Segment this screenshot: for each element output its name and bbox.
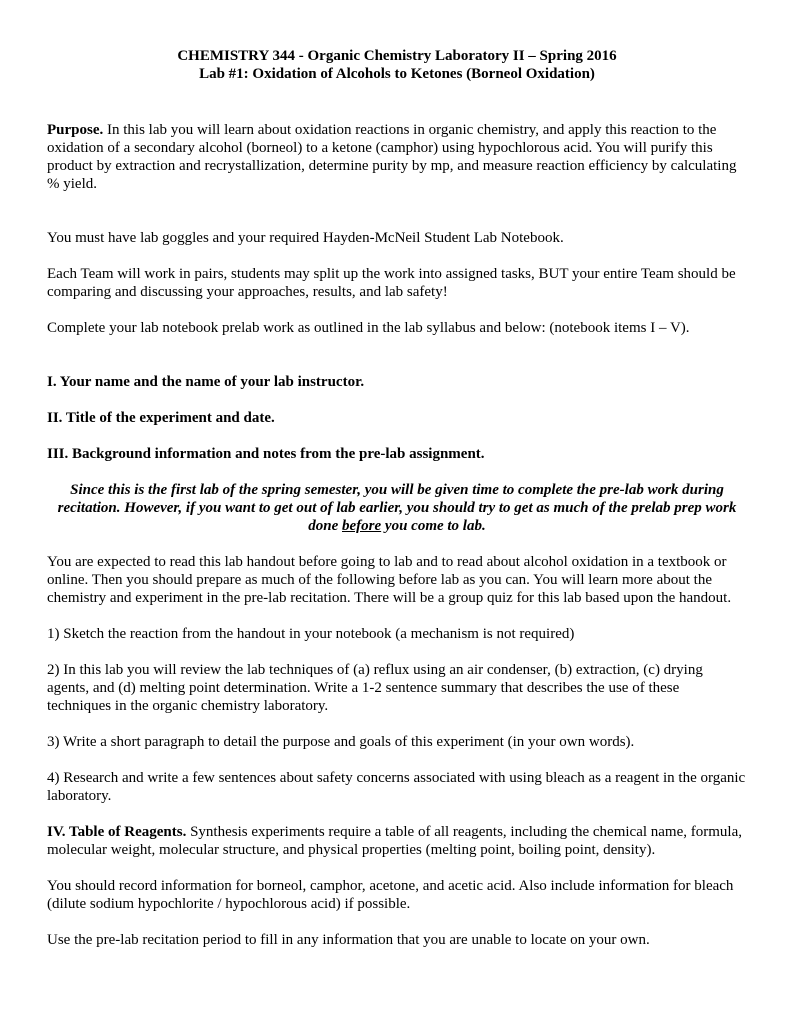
recitation-paragraph: Use the pre-lab recitation period to fill in any information that you are unable to locate on your own. [47, 932, 650, 948]
expected-paragraph: You are expected to read this lab handout before going to lab and to read about alcohol oxidation in a textbook or online. Then you should prepare as much of the following before lab as you can. You will learn more about the chemistry and experiment in the pre-lab recitation. There will be a group quiz for this lab based upon the handout. [47, 554, 732, 606]
lab-title: Lab #1: Oxidation of Alcohols to Ketones (Borneol Oxidation) [199, 66, 595, 82]
item-4-paragraph [47, 823, 747, 859]
goggles-paragraph: You must have lab goggles and your required Hayden-McNeil Student Lab Notebook. [47, 230, 564, 246]
question-1: 1) Sketch the reaction from the handout in your notebook (a mechanism is not required) [47, 626, 575, 642]
question-3: 3) Write a short paragraph to detail the purpose and goals of this experiment (in your own words). [47, 734, 635, 750]
purpose-label: Purpose. [47, 122, 104, 138]
item-4-heading: IV. Table of Reagents. [47, 824, 187, 840]
purpose-paragraph [47, 121, 747, 193]
question-4: 4) Research and write a few sentences about safety concerns associated with using bleach as a reagent in the organic laboratory. [47, 770, 746, 804]
complete-paragraph: Complete your lab notebook prelab work as outlined in the lab syllabus and below: (notebook items I – V). [47, 320, 690, 336]
recitation-note [47, 481, 747, 535]
purpose-text: In this lab you will learn about oxidation reactions in organic chemistry, and apply this reaction to the oxidation of a secondary alcohol (borneol) to a ketone (camphor) using hypochlorous acid. You will purify this product by extraction and recrystallization, determine purity by mp, and measure reaction efficiency by calculating % yield. [47, 122, 737, 192]
note-text-after: you come to lab. [381, 518, 486, 534]
item-3-heading: III. Background information and notes from the pre-lab assignment. [47, 446, 485, 462]
item-1-heading: I. Your name and the name of your lab instructor. [47, 374, 365, 390]
record-paragraph: You should record information for borneol, camphor, acetone, and acetic acid. Also include information for bleach (dilute sodium hypochlorite / hypochlorous acid) if possible. [47, 878, 734, 912]
item-2-heading: II. Title of the experiment and date. [47, 410, 275, 426]
teams-paragraph: Each Team will work in pairs, students may split up the work into assigned tasks, BUT your entire Team should be comparing and discussing your approaches, results, and lab safety! [47, 266, 736, 300]
course-title: CHEMISTRY 344 - Organic Chemistry Laboratory II – Spring 2016 [177, 48, 617, 64]
note-text-before: Since this is the first lab of the spring semester, you will be given time to complete the pre-lab work during recitation. However, if you want to get out of lab earlier, you should try to get as much of the prelab prep work done [57, 482, 737, 534]
question-2: 2) In this lab you will review the lab techniques of (a) reflux using an air condenser, (b) extraction, (c) drying agents, and (d) melting point determination. Write a 1-2 sentence summary that describes the use of these techniques in the organic chemistry laboratory. [47, 662, 703, 714]
document-page [47, 47, 747, 949]
item-4-text: Synthesis experiments require a table of all reagents, including the chemical name, formula, molecular weight, molecular structure, and physical properties (melting point, boiling point, density). [47, 824, 742, 858]
note-underlined-word: before [342, 518, 382, 534]
